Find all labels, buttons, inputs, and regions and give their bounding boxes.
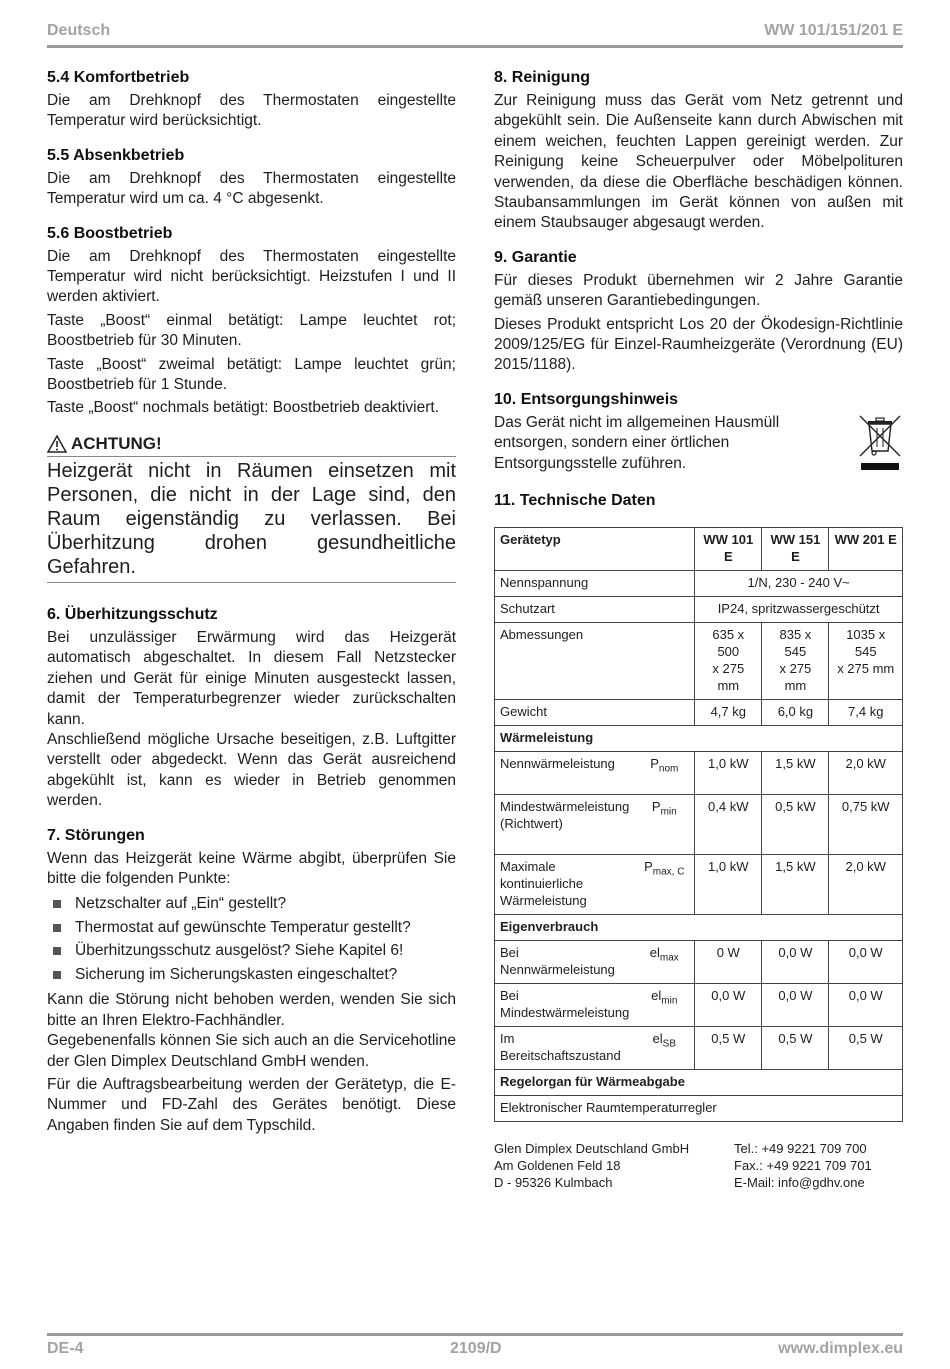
square-bullet-icon xyxy=(53,900,61,908)
table-cell: Gewicht xyxy=(495,700,695,726)
section-5-4 xyxy=(47,68,456,132)
list-item xyxy=(47,916,456,940)
symbol: el xyxy=(652,1031,663,1047)
square-bullet-icon xyxy=(53,924,61,932)
table-cell: 0 W xyxy=(695,941,762,984)
table-cell: Regelorgan für Wärmeabgabe xyxy=(495,1070,903,1096)
section-8 xyxy=(494,68,903,234)
list-item-text: Thermostat auf gewünschte Temperatur gestellt? xyxy=(75,918,411,936)
section-text: Die am Drehknopf des Thermostaten eingestellte Temperatur wird berücksichtigt. xyxy=(47,92,456,130)
fax: Fax.: +49 9221 709 701 xyxy=(734,1158,872,1174)
footer-rule xyxy=(47,1333,903,1336)
footer-url: www.dimplex.eu xyxy=(778,1340,903,1357)
table-cell: 1/N, 230 - 240 V~ xyxy=(695,571,903,597)
table-cell: 0,0 W xyxy=(695,984,762,1027)
table-cell: WW 101 E xyxy=(695,528,762,571)
table-cell: Bei Mindestwärmeleistung xyxy=(495,984,635,1027)
symbol-sub: max, C xyxy=(652,866,685,878)
footer-page: DE-4 xyxy=(47,1340,84,1357)
table-cell: 2,0 kW xyxy=(829,855,903,915)
table-row xyxy=(495,623,903,700)
section-title: 5.4 Komfortbetrieb xyxy=(47,69,190,86)
company-name: Glen Dimplex Deutschland GmbH xyxy=(494,1141,690,1157)
section-text: Zur Reinigung muss das Gerät vom Netz getrennt und abgekühlt sein. Die Außenseite kann durch Abwischen mit einem weichen, feuchten Lappen gereinigt werden. Zur Reinigung keine Scheuerpulver oder Möbelpolituren verwenden, da diese die Oberfläche beschädigen können. Staubansammlungen im Gerät können von außen mit einem Staubsauger abgesaugt werden. xyxy=(494,92,903,232)
table-row xyxy=(495,795,903,855)
table-cell: Eigenverbrauch xyxy=(495,915,903,941)
cell-line: x 275 mm xyxy=(779,661,812,694)
table-cell: 0,0 W xyxy=(829,941,903,984)
warning-text: Heizgerät nicht in Räumen einsetzen mit Personen, die nicht in der Lage sind, den Raum eigenständig zu verlassen. Bei Überhitzung drohen gesundheitliche Gefahren. xyxy=(47,457,456,583)
warning-title-text: ACHTUNG! xyxy=(71,433,162,453)
section-text: Das Gerät nicht im allgemeinen Hausmüll entsorgen, sondern einer örtlichen Entsorgungsstelle zuführen. xyxy=(494,413,780,472)
table-cell: 1,0 kW xyxy=(695,752,762,795)
table-cell: Gerätetyp xyxy=(495,528,695,571)
square-bullet-icon xyxy=(53,947,61,955)
phone: Tel.: +49 9221 709 700 xyxy=(734,1141,867,1157)
table-cell: 0,5 kW xyxy=(762,795,829,855)
cell-line: x 275 mm xyxy=(837,661,895,677)
tech-data-table xyxy=(494,527,903,1122)
table-row xyxy=(495,726,903,752)
section-title: 7. Störungen xyxy=(47,826,145,844)
table-cell: Wärmeleistung xyxy=(495,726,903,752)
section-title: 8. Reinigung xyxy=(494,69,590,86)
table-cell: 4,7 kg xyxy=(695,700,762,726)
table-cell: 0,0 W xyxy=(829,984,903,1027)
table-cell xyxy=(634,795,694,855)
cell-line: 835 x 545 xyxy=(779,627,812,660)
cell-line: 1035 x 545 xyxy=(846,627,886,660)
warning-triangle-icon xyxy=(47,435,67,453)
section-text: Bei unzulässiger Erwärmung wird das Heizgerät automatisch abgeschaltet. In diesem Fall Netzstecker ziehen und Gerät für einige Minuten ausgesteckt lassen, damit der Temperaturbegrenzer wieder zurückschalten kann. xyxy=(47,628,456,728)
table-row xyxy=(495,984,903,1027)
crossed-bin-icon xyxy=(857,413,903,473)
table-cell: Schutzart xyxy=(495,597,695,623)
section-5-6 xyxy=(47,224,456,419)
section-11 xyxy=(494,491,903,1191)
symbol: el xyxy=(651,988,662,1004)
table-row xyxy=(495,700,903,726)
cell-line: 635 x 500 xyxy=(712,627,745,660)
table-cell: Nennwärmeleistung xyxy=(495,752,635,795)
contact-numbers xyxy=(734,1140,903,1191)
section-text: Anschließend mögliche Ursache beseitigen, z.B. Luftgitter verstellt oder abgedeckt. Wenn das Gerät ausreichend abgekühlt ist, kann es wieder in Betrieb genommen werden. xyxy=(47,730,456,810)
left-column xyxy=(47,68,456,1150)
list-item-text: Netzschalter auf „Ein“ gestellt? xyxy=(75,895,287,913)
section-10 xyxy=(494,390,903,477)
table-row xyxy=(495,597,903,623)
table-cell: Nennspannung xyxy=(495,571,695,597)
table-row xyxy=(495,1027,903,1070)
table-cell: 1,0 kW xyxy=(695,855,762,915)
section-title: 5.5 Absenkbetrieb xyxy=(47,146,185,164)
square-bullet-icon xyxy=(53,971,61,979)
table-cell: 0,75 kW xyxy=(829,795,903,855)
contact-block xyxy=(494,1140,903,1191)
table-cell: 0,0 W xyxy=(762,941,829,984)
list-item xyxy=(47,939,456,963)
warning-box xyxy=(47,433,456,583)
section-5-5 xyxy=(47,146,456,210)
table-cell xyxy=(634,855,694,915)
cell-line: x 275 mm xyxy=(712,661,745,694)
table-cell: 7,4 kg xyxy=(829,700,903,726)
section-text: Kann die Störung nicht behoben werden, wenden Sie sich bitte an Ihren Elektro-Fachhändler. xyxy=(47,991,456,1029)
list-item xyxy=(47,892,456,916)
table-cell: WW 201 E xyxy=(829,528,903,571)
header-model: WW 101/151/201 E xyxy=(764,22,903,39)
table-cell: 2,0 kW xyxy=(829,752,903,795)
table-cell xyxy=(695,623,762,700)
section-title: 10. Entsorgungshinweis xyxy=(494,390,679,408)
table-cell xyxy=(829,623,903,700)
header-language: Deutsch xyxy=(47,22,111,39)
table-row xyxy=(495,855,903,915)
section-text: Wenn das Heizgerät keine Wärme abgibt, überprüfen Sie bitte die folgenden Punkte: xyxy=(47,849,456,887)
symbol: P xyxy=(650,756,659,772)
table-row xyxy=(495,571,903,597)
section-text: Dieses Produkt entspricht Los 20 der Ökodesign-Richtlinie 2009/125/EG für Einzel-Raumheizgeräte (Verordnung (EU) 2015/1188). xyxy=(494,315,903,374)
symbol: P xyxy=(644,859,653,875)
table-row xyxy=(495,941,903,984)
table-row xyxy=(495,752,903,795)
table-row xyxy=(495,528,903,571)
section-6 xyxy=(47,605,456,812)
table-row xyxy=(495,1070,903,1096)
table-cell: 1,5 kW xyxy=(762,752,829,795)
table-cell: 0,5 W xyxy=(762,1027,829,1070)
section-text: Die am Drehknopf des Thermostaten eingestellte Temperatur wird nicht berücksichtigt. Heizstufen I und II werden aktiviert. xyxy=(47,247,456,306)
table-cell: 0,5 W xyxy=(829,1027,903,1070)
section-text: Taste „Boost“ zweimal betätigt: Lampe leuchtet grün; Boostbetrieb für 1 Stunde. xyxy=(47,355,456,394)
table-cell: IP24, spritzwassergeschützt xyxy=(695,597,903,623)
table-row xyxy=(495,915,903,941)
table-cell: 0,0 W xyxy=(762,984,829,1027)
table-cell xyxy=(634,984,694,1027)
table-row xyxy=(495,1096,903,1122)
section-title: 11. Technische Daten xyxy=(494,492,656,510)
table-cell: Im Bereitschaftszustand xyxy=(495,1027,635,1070)
footer-code: 2109/D xyxy=(450,1340,502,1357)
table-cell: Maximale kontinuierliche Wärmeleistung xyxy=(495,855,635,915)
table-cell: 0,5 W xyxy=(695,1027,762,1070)
section-text: Für dieses Produkt übernehmen wir 2 Jahre Garantie gemäß unseren Garantiebedingungen. xyxy=(494,271,903,310)
city: D - 95326 Kulmbach xyxy=(494,1175,613,1191)
email: E-Mail: info@gdhv.one xyxy=(734,1175,865,1191)
table-cell xyxy=(634,941,694,984)
right-column xyxy=(494,68,903,1191)
contact-address xyxy=(494,1140,724,1191)
section-text: Die am Drehknopf des Thermostaten eingestellte Temperatur wird um ca. 4 °C abgesenkt. xyxy=(47,169,456,208)
table-cell xyxy=(762,623,829,700)
section-text: Für die Auftragsbearbeitung werden der Gerätetyp, die E-Nummer und FD-Zahl des Gerätes benötigt. Diese Angaben finden Sie auf dem Typschild. xyxy=(47,1075,456,1134)
table-cell: Abmessungen xyxy=(495,623,695,700)
table-cell: Mindestwärmeleistung (Richtwert) xyxy=(495,795,635,855)
section-text: Gegebenenfalls können Sie sich auch an die Servicehotline der Glen Dimplex Deutschland GmbH wenden. xyxy=(47,1032,456,1070)
check-list xyxy=(47,892,456,986)
symbol-sub: min xyxy=(661,995,678,1007)
table-cell: 1,5 kW xyxy=(762,855,829,915)
table-cell: Bei Nennwärmeleistung xyxy=(495,941,635,984)
table-cell: 6,0 kg xyxy=(762,700,829,726)
symbol-sub: max xyxy=(659,952,679,964)
symbol-sub: nom xyxy=(658,763,679,775)
section-title: 6. Überhitzungsschutz xyxy=(47,605,218,623)
list-item xyxy=(47,963,456,987)
symbol: el xyxy=(649,945,660,961)
list-item-text: Überhitzungsschutz ausgelöst? Siehe Kapitel 6! xyxy=(75,942,404,960)
symbol-sub: SB xyxy=(662,1038,677,1050)
warning-title xyxy=(47,433,456,457)
street: Am Goldenen Feld 18 xyxy=(494,1158,621,1174)
symbol-sub: min xyxy=(660,806,677,818)
section-text: Taste „Boost“ nochmals betätigt: Boostbetrieb deaktiviert. xyxy=(47,399,440,417)
list-item-text: Sicherung im Sicherungskasten eingeschaltet? xyxy=(75,965,398,983)
table-cell xyxy=(634,1027,694,1070)
table-cell xyxy=(634,752,694,795)
section-title: 5.6 Boostbetrieb xyxy=(47,224,173,242)
symbol: P xyxy=(651,799,661,815)
section-text: Taste „Boost“ einmal betätigt: Lampe leuchtet rot; Boostbetrieb für 30 Minuten. xyxy=(47,311,456,350)
header-rule xyxy=(47,45,903,48)
section-9 xyxy=(494,248,903,376)
section-7 xyxy=(47,826,456,1137)
table-cell: Elektronischer Raumtemperaturregler xyxy=(495,1096,903,1122)
section-title: 9. Garantie xyxy=(494,248,577,266)
table-cell: WW 151 E xyxy=(762,528,829,571)
table-cell: 0,4 kW xyxy=(695,795,762,855)
